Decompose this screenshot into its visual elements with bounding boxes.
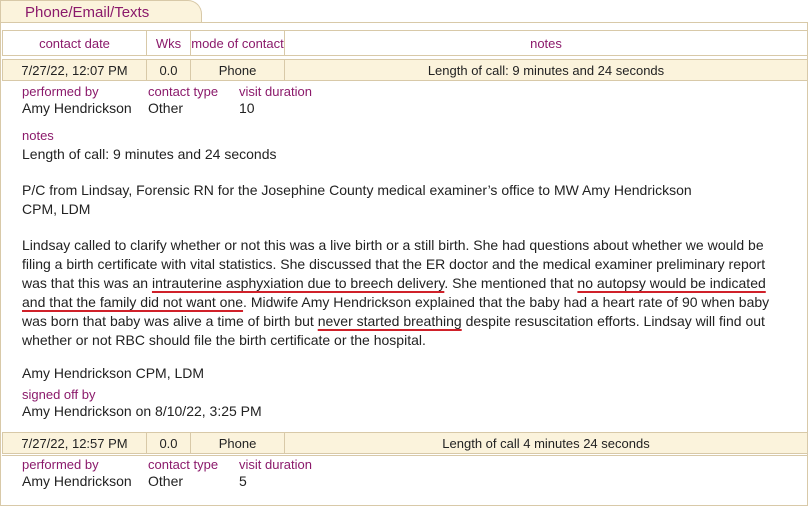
signed-off-label: signed off by: [22, 387, 96, 402]
row-wks: 0.0: [147, 60, 191, 80]
highlight-asphyxiation: intrauterine asphyxiation due to breech delivery: [151, 275, 445, 291]
section-tab[interactable]: [0, 0, 202, 23]
row-mode: Phone: [191, 433, 285, 453]
contact-type-label: contact type: [148, 84, 219, 99]
col-notes[interactable]: notes: [530, 35, 562, 51]
visit-duration-value: 5: [239, 473, 247, 489]
signature-line: Amy Hendrickson CPM, LDM: [22, 365, 205, 381]
row-wks: 0.0: [147, 433, 191, 453]
row-date: 7/27/22, 12:57 PM: [3, 433, 147, 453]
divider: [2, 455, 808, 456]
signed-off-value: Amy Hendrickson on 8/10/22, 3:25 PM: [22, 403, 262, 419]
notes-paragraph-2: [22, 236, 792, 350]
notes-paragraph-1: P/C from Lindsay, Forensic RN for the Josephine County medical examiner’s office to MW Amy Hendrickson CPM, LDM: [22, 182, 692, 217]
performed-by-value: Amy Hendrickson: [22, 100, 132, 116]
row-summary: Length of call: 9 minutes and 24 seconds: [427, 62, 665, 78]
col-contact-date[interactable]: contact date: [3, 31, 147, 55]
col-mode-of-contact[interactable]: mode of contact: [191, 31, 285, 55]
highlight-no-autopsy: no autopsy would be indicated and that the family did not want one: [22, 275, 766, 310]
notes-length: Length of call: 9 minutes and 24 seconds: [22, 146, 277, 162]
table-header: [2, 30, 808, 56]
table-row[interactable]: [2, 432, 808, 454]
para2-text-g: despite resuscitation efforts. Lindsay will find out whether or not RBC should file the birth certificate or the hospital.: [22, 313, 765, 348]
performed-by-value: Amy Hendrickson: [22, 473, 132, 489]
para2-text-c: . She mentioned that: [444, 275, 578, 291]
highlight-never-breathing: never started breathing: [317, 313, 462, 329]
para2-text-e: . Midwife Amy Hendrickson explained that the baby had a heart rate of 90 when baby was born that baby was alive a time of birth but: [22, 294, 770, 329]
notes-label: notes: [22, 128, 54, 143]
row-summary: Length of call 4 minutes 24 seconds: [442, 435, 650, 451]
para2-text-a: Lindsay called to clarify whether or not this was a live birth or a still birth. She had questions about whether we would be filing a birth certificate with vital statistics. She discussed that the ER doctor and the medical examiner preliminary report was that this was an: [22, 237, 766, 291]
row-date: 7/27/22, 12:07 PM: [3, 60, 147, 80]
col-wks[interactable]: Wks: [147, 31, 191, 55]
contact-type-label: contact type: [148, 457, 219, 472]
visit-duration-label: visit duration: [239, 457, 312, 472]
row-mode: Phone: [191, 60, 285, 80]
visit-duration-label: visit duration: [239, 84, 312, 99]
section-tab-label: Phone/Email/Texts: [25, 4, 150, 21]
visit-duration-value: 10: [239, 100, 255, 116]
performed-by-label: performed by: [22, 457, 99, 472]
contact-type-value: Other: [148, 473, 184, 489]
contact-type-value: Other: [148, 100, 184, 116]
performed-by-label: performed by: [22, 84, 99, 99]
table-row[interactable]: [2, 59, 808, 81]
